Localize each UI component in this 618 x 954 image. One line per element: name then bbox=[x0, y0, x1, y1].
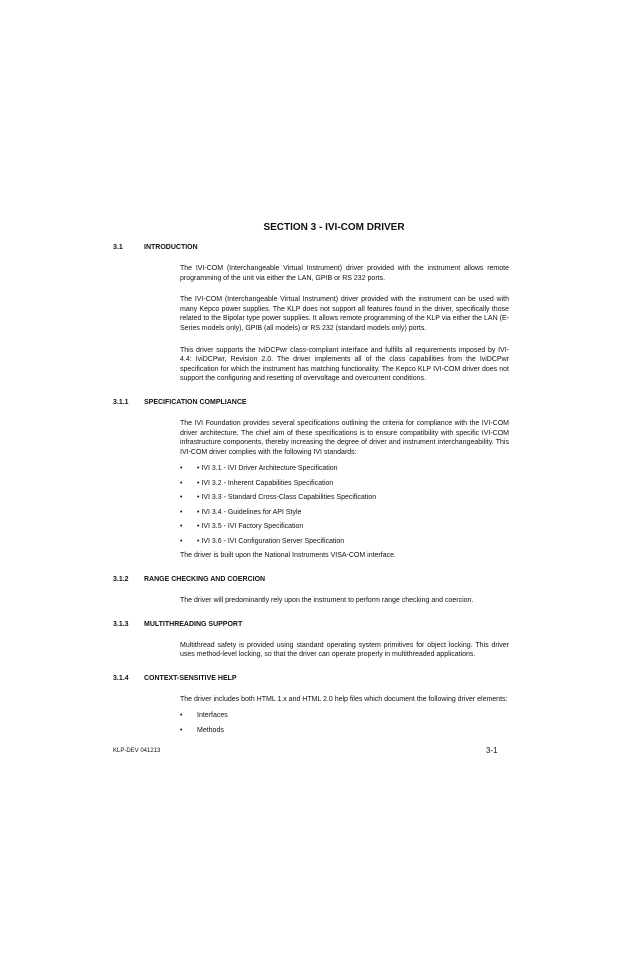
heading-title: CONTEXT-SENSITIVE HELP bbox=[144, 674, 237, 682]
heading-title: SPECIFICATION COMPLIANCE bbox=[144, 398, 247, 406]
bullet-icon: • bbox=[180, 465, 183, 473]
footer-page-number: 3-1 bbox=[486, 746, 498, 755]
paragraph: The IVI Foundation provides several specifications outlining the criteria for compliance with the IVI-COM driver architecture. The chief aim of these specifications is to ensure compatibility with specific IVI-COM infrastructure components, thereby increasing the degree of driver and instrument interchangeability. This IVI-COM driver complies with the following IVI standards: bbox=[180, 419, 509, 456]
bullet-icon: • bbox=[180, 508, 183, 516]
list-item bbox=[180, 711, 509, 720]
footer-doc-id: KLP-DEV 041213 bbox=[113, 748, 161, 754]
paragraph: The driver will predominantly rely upon the instrument to perform range checking and coercion. bbox=[180, 596, 474, 604]
section-title: SECTION 3 - IVI-COM DRIVER bbox=[263, 222, 405, 233]
list-item bbox=[180, 522, 509, 531]
heading-number: 3.1.2 bbox=[113, 575, 129, 583]
list-item bbox=[180, 464, 509, 473]
heading-3-1 bbox=[113, 243, 509, 252]
list-item-text: • IVI 3.2 - Inherent Capabilities Specification bbox=[197, 479, 334, 487]
bullet-icon: • bbox=[180, 479, 183, 487]
list-item bbox=[180, 508, 509, 517]
paragraph: Multithread safety is provided using standard operating system primitives for object locking. This driver uses method-level locking, so that the driver can operate properly in multithreaded applications. bbox=[180, 641, 509, 659]
list-item-text: Interfaces bbox=[197, 712, 228, 720]
heading-number: 3.1.3 bbox=[113, 620, 129, 628]
heading-title: RANGE CHECKING AND COERCION bbox=[144, 575, 266, 583]
heading-3-1-4 bbox=[113, 674, 509, 683]
list-item bbox=[180, 726, 509, 735]
paragraph: The IVI-COM (Interchangeable Virtual Instrument) driver provided with the instrument allows remote programming of the unit via either the LAN, GPIB or RS 232 ports. bbox=[180, 265, 509, 282]
heading-number: 3.1.1 bbox=[113, 398, 129, 406]
paragraph: This driver supports the IviDCPwr class-compliant interface and fulfills all requirements imposed by IVI-4.4: IviDCPwr, Revision 2.0. The driver implements all of the class capabilities from the IviDCPwr specification for which the instrument has matching functionality. The Kepco KLP IVI-COM driver does not support the configuring and resetting of overvoltage and overcurrent conditions. bbox=[180, 346, 509, 383]
list-item-text: • IVI 3.3 - Standard Cross-Class Capabilities Specification bbox=[197, 494, 377, 502]
help-elements-list bbox=[180, 711, 509, 735]
paragraph: The driver includes both HTML 1.x and HTML 2.0 help files which document the following driver elements: bbox=[180, 695, 508, 703]
bullet-icon: • bbox=[180, 712, 183, 720]
heading-number: 3.1.4 bbox=[113, 674, 129, 682]
standards-list bbox=[180, 464, 509, 546]
heading-3-1-3 bbox=[113, 620, 509, 629]
bullet-icon: • bbox=[180, 494, 183, 502]
heading-3-1-1 bbox=[113, 398, 509, 407]
paragraph: The driver is built upon the National Instruments VISA-COM interface. bbox=[180, 552, 396, 560]
paragraph: The IVI-COM (Interchangeable Virtual Instrument) driver provided with the instrument can be used with many Kepco power supplies. The KLP does not support all features found in the driver, specifically those related to the Bipolar type power supplies. It allows remote programming of the KLP via either the LAN (E-Series models only), GPIB (all models) or RS 232 (standard models only) ports. bbox=[180, 296, 509, 332]
list-item-text: Methods bbox=[197, 726, 224, 734]
document-body bbox=[113, 243, 509, 740]
list-item bbox=[180, 493, 509, 502]
bullet-icon: • bbox=[180, 537, 183, 545]
heading-title: INTRODUCTION bbox=[144, 244, 198, 251]
list-item-text: • IVI 3.5 - IVI Factory Specification bbox=[197, 523, 304, 531]
heading-3-1-2 bbox=[113, 575, 509, 584]
list-item-text: • IVI 3.1 - IVI Driver Architecture Specification bbox=[197, 465, 338, 473]
list-item-text: • IVI 3.6 - IVI Configuration Server Specification bbox=[197, 537, 345, 545]
heading-number: 3.1 bbox=[113, 244, 123, 251]
list-item bbox=[180, 537, 509, 546]
heading-title: MULTITHREADING SUPPORT bbox=[144, 620, 243, 628]
list-item-text: • IVI 3.4 - Guidelines for API Style bbox=[197, 508, 302, 516]
list-item bbox=[180, 479, 509, 488]
bullet-icon: • bbox=[180, 523, 183, 531]
bullet-icon: • bbox=[180, 726, 183, 734]
